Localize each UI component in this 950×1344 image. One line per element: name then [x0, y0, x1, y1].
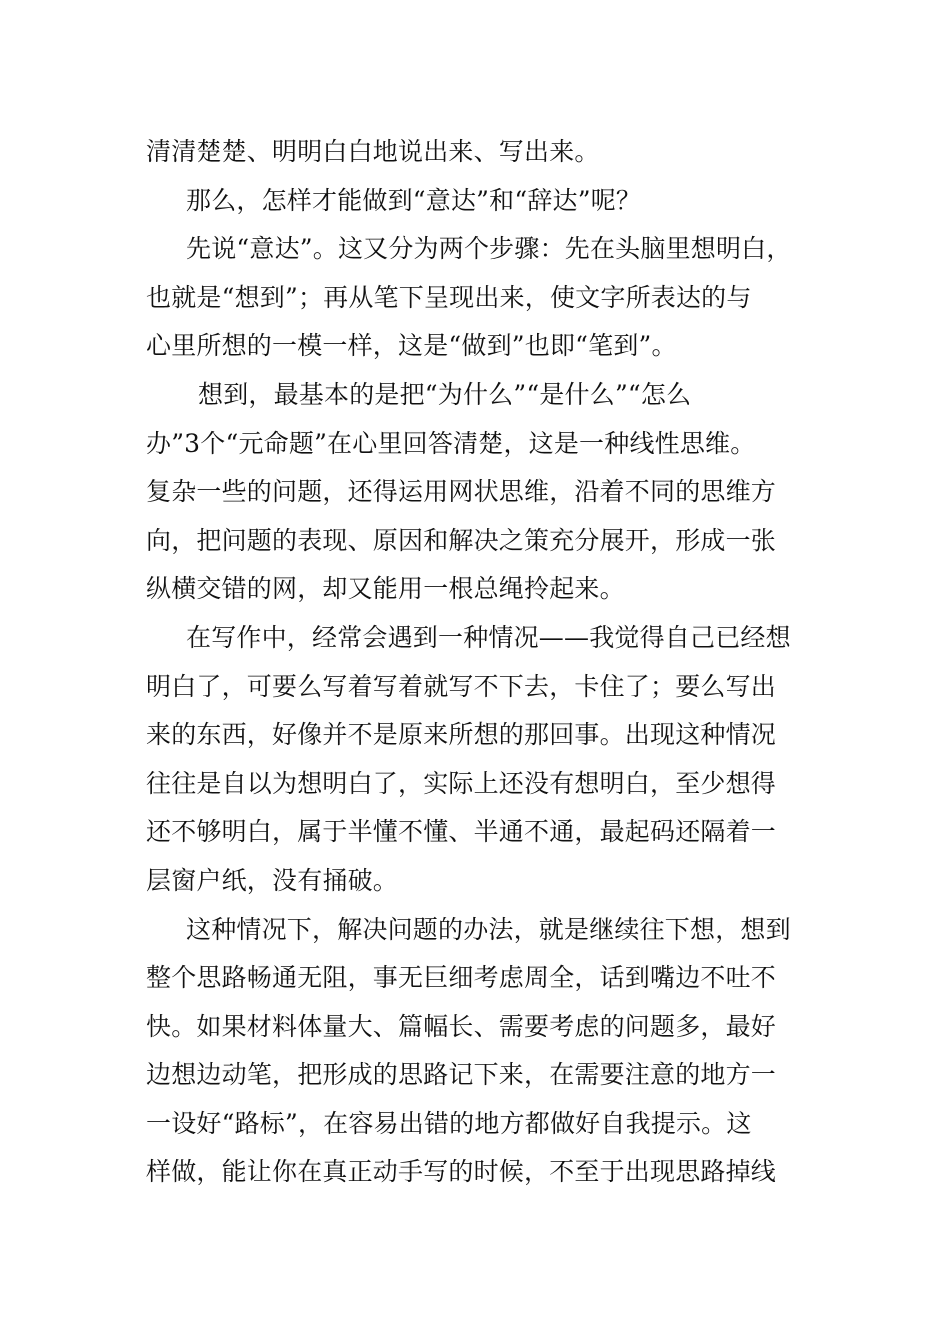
text-line: 想到，最基本的是把“为什么”“是什么”“怎么: [198, 379, 692, 409]
text-line: 纵横交错的网，却又能用一根总绳拎起来。: [146, 574, 625, 604]
text-line: 在写作中，经常会遇到一种情况——我觉得自己已经想: [186, 622, 791, 652]
text-line: 这种情况下，解决问题的办法，就是继续往下想，想到: [186, 914, 791, 944]
text-line: 快。如果材料体量大、篇幅长、需要考虑的问题多，最好: [146, 1011, 777, 1041]
text-line: 整个思路畅通无阻，事无巨细考虑周全，话到嘴边不吐不: [146, 963, 777, 993]
text-line: 清清楚楚、明明白白地说出来、写出来。: [146, 137, 600, 166]
text-line: 往往是自以为想明白了，实际上还没有想明白，至少想得: [146, 768, 777, 798]
text-line: 明白了，可要么写着写着就写不下去，卡住了；要么写出: [146, 671, 777, 701]
text-line: 先说“意达”。这又分为两个步骤：先在头脑里想明白，: [186, 234, 792, 264]
body-text: [146, 128, 826, 1197]
text-line: 那么，怎样才能做到“意达”和“辞达”呢？: [186, 185, 642, 215]
text-line: 一设好“路标”，在容易出错的地方都做好自我提示。这: [146, 1108, 752, 1138]
text-line: 样做，能让你在真正动手写的时候，不至于出现思路掉线: [146, 1157, 777, 1187]
text-line: 还不够明白，属于半懂不懂、半通不通，最起码还隔着一: [146, 817, 777, 847]
text-line: 也就是“想到”；再从笔下呈现出来，使文字所表达的与: [146, 282, 752, 312]
text-line: 办”3个“元命题”在心里回答清楚，这是一种线性思维。: [146, 428, 756, 458]
text-line: 复杂一些的问题，还得运用网状思维，沿着不同的思维方: [146, 477, 777, 507]
text-line: 边想边动笔，把形成的思路记下来，在需要注意的地方一: [146, 1060, 777, 1090]
text-line: 向，把问题的表现、原因和解决之策充分展开，形成一张: [146, 525, 777, 555]
text-line: 来的东西，好像并不是原来所想的那回事。出现这种情况: [146, 720, 777, 750]
text-line: 心里所想的一模一样，这是“做到”也即“笔到”。: [146, 331, 677, 361]
text-line: 层窗户纸，没有捅破。: [146, 865, 399, 895]
